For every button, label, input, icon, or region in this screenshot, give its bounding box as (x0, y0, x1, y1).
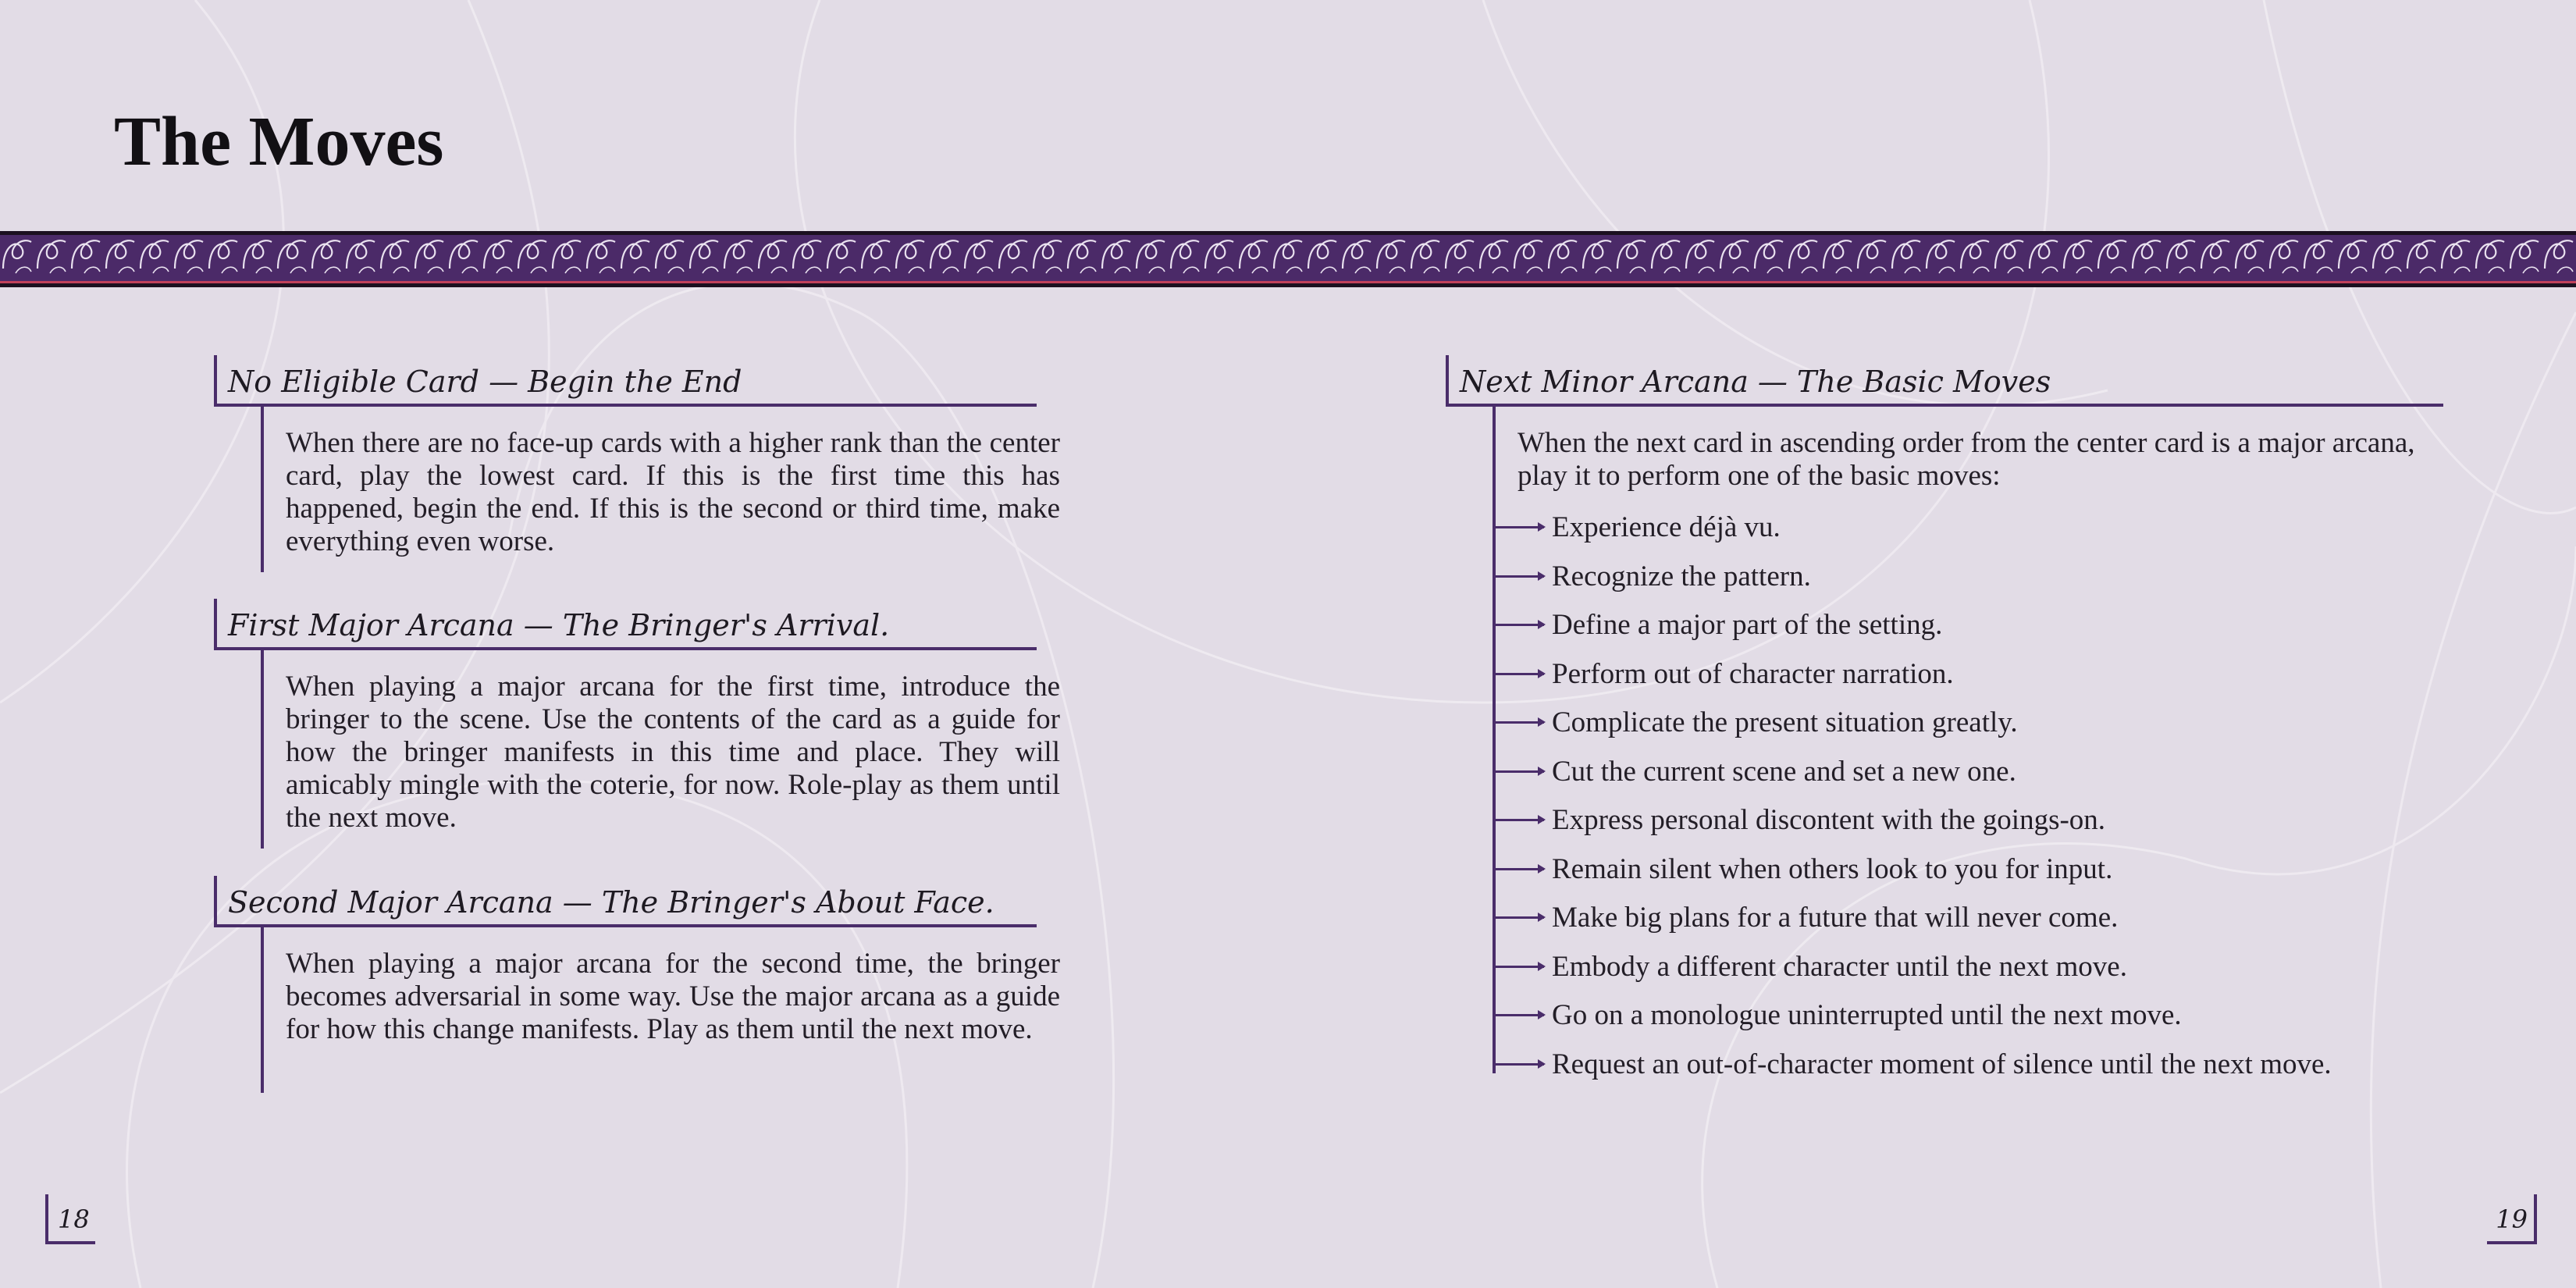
section-title: No Eligible Card — Begin the End (228, 365, 742, 399)
arrow-right-icon (1493, 1014, 1544, 1016)
arrow-right-icon (1493, 1063, 1544, 1066)
list-item: Recognize the pattern. (1493, 553, 2468, 602)
arrow-right-icon (1493, 916, 1544, 919)
arrow-right-icon (1493, 526, 1544, 528)
page-number-right: 19 (2487, 1194, 2537, 1244)
list-item: Experience déjà vu. (1493, 503, 2468, 553)
arrow-right-icon (1493, 770, 1544, 773)
arrow-right-icon (1493, 575, 1544, 578)
section-title: First Major Arcana — The Bringer's Arrival. (228, 608, 890, 642)
arrow-right-icon (1493, 966, 1544, 968)
basic-moves-list (1517, 503, 2468, 1089)
list-item: Define a major part of the setting. (1493, 601, 2468, 650)
arrow-right-icon (1493, 819, 1544, 821)
section-body-second-major-arcana (261, 927, 1060, 1093)
section-text: When playing a major arcana for the second time, the bringer becomes adversarial in some way. Use the major arcana as a guide for how this change manifests. Play as them until the next move. (286, 948, 1060, 1045)
list-item: Embody a different character until the next move. (1493, 943, 2468, 992)
section-heading-next-minor-arcana (1446, 355, 2443, 407)
arrow-right-icon (1493, 673, 1544, 675)
section-text: When playing a major arcana for the first time, introduce the bringer to the scene. Use the contents of the card as a guide for how the bringer manifests in this time and place. They will amicably mingle with the coterie, for now. Role-play as them until the next move. (286, 671, 1060, 834)
section-text: When there are no face-up cards with a higher rank than the center card, play the lowest card. If this is the first time this has happened, begin the end. If this is the second or third time, make everything even worse. (286, 427, 1060, 557)
section-intro-text: When the next card in ascending order from the center card is a major arcana, play it to perform one of the basic moves: (1517, 427, 2415, 492)
list-item: Request an out-of-character moment of silence until the next move. (1493, 1041, 2468, 1090)
section-body-no-eligible-card (261, 407, 1060, 572)
list-item: Make big plans for a future that will never come. (1493, 894, 2468, 943)
list-item: Cut the current scene and set a new one. (1493, 748, 2468, 797)
list-item: Go on a monologue uninterrupted until the next move. (1493, 991, 2468, 1041)
arrow-right-icon (1493, 624, 1544, 626)
arrow-right-icon (1493, 721, 1544, 724)
section-body-first-major-arcana (261, 650, 1060, 849)
page-number-left: 18 (45, 1194, 95, 1244)
section-heading-no-eligible-card (214, 355, 1037, 407)
section-title: Second Major Arcana — The Bringer's About Face. (228, 885, 994, 920)
section-title: Next Minor Arcana — The Basic Moves (1460, 365, 2051, 399)
section-body-next-minor-arcana (1493, 407, 2468, 1080)
list-item: Express personal discontent with the goings-on. (1493, 796, 2468, 845)
section-heading-second-major-arcana (214, 876, 1037, 927)
list-item: Perform out of character narration. (1493, 650, 2468, 699)
arrow-right-icon (1493, 868, 1544, 870)
list-item: Remain silent when others look to you for input. (1493, 845, 2468, 895)
list-item: Complicate the present situation greatly. (1493, 699, 2468, 748)
section-heading-first-major-arcana (214, 599, 1037, 650)
page-title: The Moves (114, 103, 444, 180)
decorative-band (0, 231, 2576, 287)
